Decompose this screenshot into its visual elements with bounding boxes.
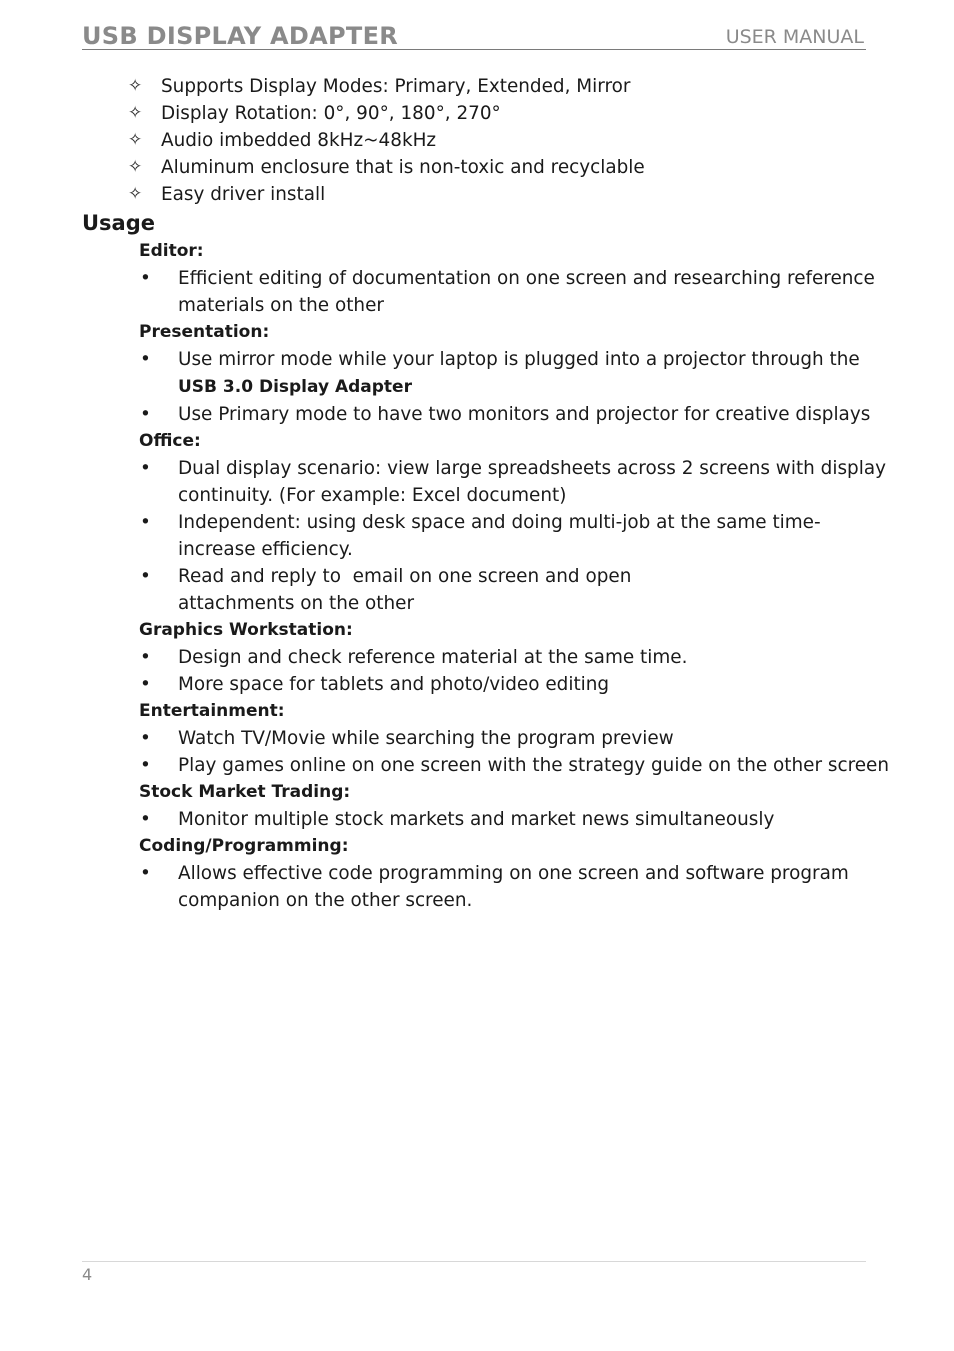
bullet-icon: • bbox=[140, 349, 151, 370]
star-bullet-icon: ✧ bbox=[128, 76, 143, 96]
stock-trading-heading: Stock Market Trading: bbox=[139, 782, 351, 802]
bullet-icon: • bbox=[140, 728, 151, 749]
list-item bbox=[82, 752, 892, 779]
presentation-heading: Presentation: bbox=[139, 322, 270, 342]
list-item bbox=[82, 509, 892, 563]
list-item-text: More space for tablets and photo/video editing bbox=[178, 674, 610, 695]
page-content bbox=[82, 73, 892, 914]
bullet-icon: • bbox=[140, 809, 151, 830]
coding-heading: Coding/Programming: bbox=[139, 836, 349, 856]
feature-item bbox=[82, 154, 892, 181]
feature-item bbox=[82, 127, 892, 154]
bullet-icon: • bbox=[140, 755, 151, 776]
feature-list bbox=[82, 73, 892, 208]
bullet-icon: • bbox=[140, 863, 151, 884]
entertainment-heading: Entertainment: bbox=[139, 701, 285, 721]
usage-heading: Usage bbox=[82, 211, 155, 235]
graphics-heading: Graphics Workstation: bbox=[139, 620, 353, 640]
list-item-text: Use mirror mode while your laptop is plugged into a projector through the bbox=[178, 349, 860, 370]
list-item bbox=[82, 644, 892, 671]
list-item bbox=[82, 806, 892, 833]
bullet-icon: • bbox=[140, 404, 151, 425]
list-item-text: Dual display scenario: view large spreadsheets across 2 screens with display continuity. (For example: Excel document) bbox=[178, 458, 886, 506]
feature-text: Audio imbedded 8kHz~48kHz bbox=[161, 130, 437, 151]
bullet-icon: • bbox=[140, 647, 151, 668]
feature-item bbox=[82, 100, 892, 127]
star-bullet-icon: ✧ bbox=[128, 103, 143, 123]
feature-text: Aluminum enclosure that is non-toxic and recyclable bbox=[161, 157, 645, 178]
feature-text: Easy driver install bbox=[161, 184, 326, 205]
list-item-text: Monitor multiple stock markets and market news simultaneously bbox=[178, 809, 775, 830]
list-item-text: Use Primary mode to have two monitors and projector for creative displays bbox=[178, 404, 871, 425]
page-number: 4 bbox=[82, 1265, 93, 1284]
star-bullet-icon: ✧ bbox=[128, 130, 143, 150]
list-item bbox=[82, 455, 892, 509]
list-item-text: Read and reply to email on one screen and open attachments on the other bbox=[178, 566, 638, 614]
feature-text: Display Rotation: 0°, 90°, 180°, 270° bbox=[161, 103, 501, 124]
list-item-text: Independent: using desk space and doing multi-job at the same time- increase efficiency. bbox=[178, 512, 821, 560]
list-item bbox=[82, 401, 892, 428]
list-item bbox=[82, 346, 892, 401]
editor-heading: Editor: bbox=[139, 241, 204, 261]
feature-item bbox=[82, 73, 892, 100]
document-type-label: USER MANUAL bbox=[725, 26, 864, 48]
product-name: USB 3.0 Display Adapter bbox=[178, 377, 412, 397]
feature-item bbox=[82, 181, 892, 208]
bullet-icon: • bbox=[140, 268, 151, 289]
bullet-icon: • bbox=[140, 674, 151, 695]
list-item-text: Play games online on one screen with the strategy guide on the other screen bbox=[178, 755, 890, 776]
list-item bbox=[82, 725, 892, 752]
list-item-text: Watch TV/Movie while searching the program preview bbox=[178, 728, 674, 749]
page-header bbox=[82, 20, 866, 50]
office-heading: Office: bbox=[139, 431, 201, 451]
star-bullet-icon: ✧ bbox=[128, 184, 143, 204]
list-item bbox=[82, 860, 892, 914]
list-item-text: Design and check reference material at the same time. bbox=[178, 647, 688, 668]
list-item-text: Allows effective code programming on one screen and software program companion on the other screen. bbox=[178, 863, 849, 911]
list-item bbox=[82, 671, 892, 698]
list-item bbox=[82, 563, 892, 617]
feature-text: Supports Display Modes: Primary, Extended, Mirror bbox=[161, 76, 631, 97]
bullet-icon: • bbox=[140, 566, 151, 587]
footer-divider bbox=[82, 1261, 866, 1262]
star-bullet-icon: ✧ bbox=[128, 157, 143, 177]
bullet-icon: • bbox=[140, 512, 151, 533]
document-title: USB DISPLAY ADAPTER bbox=[82, 22, 399, 50]
bullet-icon: • bbox=[140, 458, 151, 479]
list-item-text: Efficient editing of documentation on one screen and researching reference materials on the other bbox=[178, 268, 875, 316]
list-item bbox=[82, 265, 892, 319]
